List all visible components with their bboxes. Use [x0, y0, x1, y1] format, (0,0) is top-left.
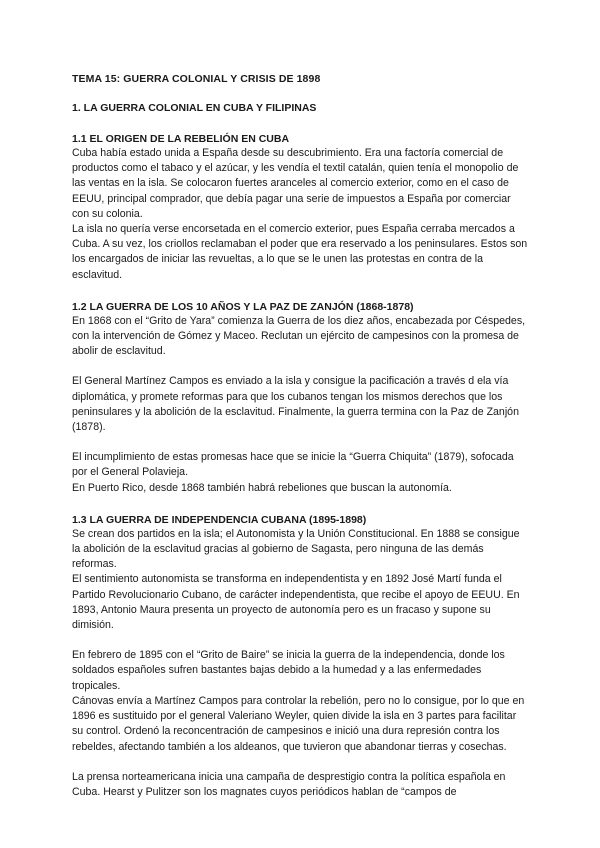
paragraph: El incumplimiento de estas promesas hace que se inicie la “Guerra Chiquita” (1879), sofocada por el General Polavieja.: [72, 451, 514, 479]
document-title: TEMA 15: GUERRA COLONIAL Y CRISIS DE 1898: [72, 73, 321, 85]
chapter-heading: 1. LA GUERRA COLONIAL EN CUBA Y FILIPINAS: [72, 102, 317, 114]
paragraph: En Puerto Rico, desde 1868 también habrá rebeliones que buscan la autonomía.: [72, 481, 452, 494]
paragraph: Se crean dos partidos en la isla; el Autonomista y la Unión Constitucional. En 1888 se consigue la abolición de la esclavitud gracias al gobierno de Sagasta, pero ninguna de las demás reformas.: [72, 527, 520, 571]
paragraph: La prensa norteamericana inicia una campaña de desprestigio contra la política española en Cuba. Hearst y Pulitzer son los magnates cuyos periódicos hablan de “campos de: [72, 770, 506, 798]
paragraph-spacer: [72, 755, 530, 770]
paragraph: El General Martínez Campos es enviado a la isla y consigue la pacificación a través d ela vía diplomática, y promete reformas para que los cubanos tengan los mismos derechos que los peninsulares y la abolición de la esclavitud. Finalmente, la guerra termina con la Paz de Zanjón (1878).: [72, 375, 519, 434]
paragraph-spacer: [72, 633, 530, 648]
paragraph: El sentimiento autonomista se transforma en independentista y en 1892 José Martí funda el Partido Revolucionario Cubano, de carácter independentista, que recibe el apoyo de EEUU. En 1893, Antonio Maura presenta un proyecto de autonomía pero es un fracaso y supone su dimisión.: [72, 573, 520, 632]
document-body: [72, 73, 530, 800]
section-heading: 1.3 LA GUERRA DE INDEPENDENCIA CUBANA (1895-1898): [72, 513, 367, 526]
paragraph: En febrero de 1895 con el “Grito de Baire” se inicia la guerra de la independencia, donde los soldados españoles sufren bastantes bajas debido a la humedad y a las enfermedades tropicales.: [72, 649, 505, 692]
section-origen: [72, 133, 530, 283]
paragraph: En 1868 con el “Grito de Yara” comienza la Guerra de los diez años, encabezada por Céspedes, con la intervención de Gómez y Maceo. Reclutan un ejército de campesinos con la promesa de abolir de esclavitud.: [72, 314, 526, 358]
paragraph-spacer: [72, 435, 530, 450]
paragraph: Cuba había estado unida a España desde su descubrimiento. Era una factoría comercial de productos como el tabaco y el azúcar, y les vendía el textil catalán, quien tenía el monopolio de las ventas en la isla. Se colocaron fuertes aranceles al comercio exterior, como en el caso de EEUU, principal comprador, que debía pagar una serie de impuestos a España por comerciar con su colonia.: [72, 147, 519, 220]
paragraph: Cánovas envía a Martínez Campos para controlar la rebelión, pero no lo consigue, por lo que en 1896 es sustituido por el general Valeriano Weyler, quien divide la isla en 3 partes para facilitar su control. Ordenó la reconcentración de campesinos e inició una dura represión contra los rebeldes, afectando también a los aldeanos, que tuvieron que abandonar tierras y cosechas.: [72, 694, 525, 753]
section-heading: 1.2 LA GUERRA DE LOS 10 AÑOS Y LA PAZ DE ZANJÓN (1868-1878): [72, 300, 414, 313]
paragraph: La isla no quería verse encorsetada en el comercio exterior, pues España cerraba mercados a Cuba. A su vez, los criollos reclamaban el poder que era reservado a los peninsulares. Estos son los encargados de iniciar las revueltas, a lo que se le unen las protestas en contra de la esclavitud.: [72, 223, 528, 281]
paragraph-spacer: [72, 359, 530, 374]
section-guerra-diez-anos: [72, 301, 530, 496]
section-heading: 1.1 EL ORIGEN DE LA REBELIÓN EN CUBA: [72, 133, 290, 145]
section-independencia: [72, 514, 530, 800]
